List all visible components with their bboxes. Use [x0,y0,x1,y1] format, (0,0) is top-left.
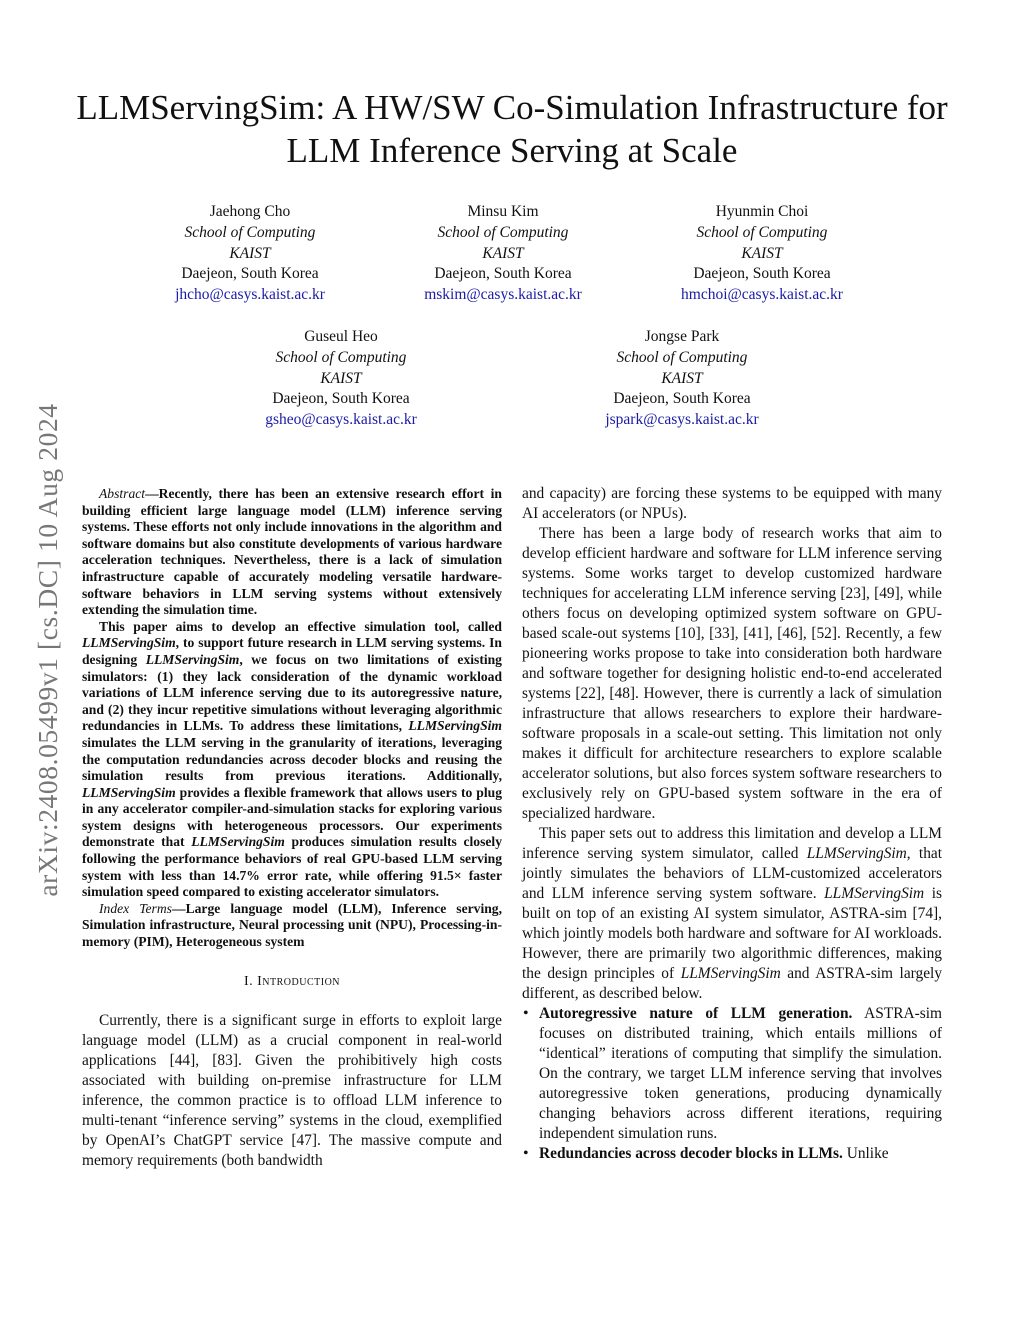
system-name: LLMServingSim [824,885,925,902]
author-email-link[interactable]: jspark@casys.kaist.ac.kr [605,411,759,429]
author-org: KAIST [320,369,362,387]
author-location: Daejeon, South Korea [693,265,831,283]
author-dept: School of Computing [437,223,569,241]
body-paragraph: Currently, there is a significant surge in efforts to exploit large language model (LLM) as a crucial component in real-world applications [44], [83]. Given the prohibitively high costs associated with building on-premise infrastructure for LLM inference, the common practice is to offload LLM inference to multi-tenant “inference serving” systems in the cloud, exemplified by OpenAI’s ChatGPT service [47]. The massive compute and memory requirements (both bandwidth [82,1011,502,1169]
system-name: LLMServingSim [191,834,285,850]
right-column [522,484,942,1164]
author-block [637,202,887,306]
author-dept: School of Computing [275,348,407,366]
index-terms: Index Terms—Large language model (LLM), Inference serving, Simulation infrastructure, Neural processing unit (NPU), Processing-in-memory (PIM), Heterogeneous system [82,900,502,950]
index-terms-label: Index Terms [99,900,172,916]
author-block [378,202,628,306]
abstract-paragraph [82,486,502,619]
system-name: LLMServingSim [145,651,240,667]
arxiv-identifier: arXiv:2408.05499v1 [cs.DC] 10 Aug 2024 [32,403,63,897]
author-name: Guseul Heo [304,328,378,345]
author-location: Daejeon, South Korea [434,265,572,283]
author-email-link[interactable]: jhcho@casys.kaist.ac.kr [175,286,325,304]
system-name: LLMServingSim [408,718,502,734]
author-block [557,327,807,431]
author-org: KAIST [482,244,524,262]
author-location: Daejeon, South Korea [613,390,751,408]
author-org: KAIST [741,244,783,262]
left-column [82,486,502,1171]
abstract [82,486,502,951]
author-dept: School of Computing [616,348,748,366]
bullet-list [522,1004,942,1164]
bullet-heading: Redundancies across decoder blocks in LLMs. [539,1145,843,1162]
system-name: LLMServingSim [82,784,176,800]
body-paragraph: This paper sets out to address this limitation and develop a LLM inference serving system simulator, called LLMServingSim, that jointly simulates the behaviors of LLM-customized accelerators and LLM inference serving system software. LLMServingSim is built on top of an existing AI system simulator, ASTRA-sim [74], which jointly models both hardware and software for AI workloads. However, there are primarily two algorithmic differences, making the design principles of LLMServingSim and ASTRA-sim largely different, as described below. [522,825,943,1002]
author-email-link[interactable]: mskim@casys.kaist.ac.kr [424,286,582,304]
abstract-label: Abstract [99,486,146,501]
abstract-paragraph: This paper aims to develop an effective simulation tool, called LLMServingSim, to support future research in LLM serving systems. In designing LLMServingSim, we focus on two limitations of existing simulators: (1) they lack consideration of the dynamic workload variations of LLM inference serving due to its autoregressive nature, and (2) they incur repetitive simulations without leveraging algorithmic redundancies in LLMs. To address these limitations, LLMServingSim simulates the LLM serving in the granularity of iterations, leveraging the computation redundancies across decoder blocks and reusing the simulation results from previous iterations. Additionally, LLMServingSim provides a flexible framework that allows users to plug in any accelerator compiler-and-simulation stacks for exploring various system designs with heterogeneous processors. Our experiments demonstrate that LLMServingSim produces simulation results closely following the performance behaviors of real GPU-based LLM serving system with less than 14.7% error rate, while offering 91.5× faster simulation speed compared to existing accelerator simulators. [82,618,502,900]
author-org: KAIST [229,244,271,262]
author-email-link[interactable]: gsheo@casys.kaist.ac.kr [265,411,417,429]
list-item: • Redundancies across decoder blocks in LLMs. Unlike [522,1144,942,1164]
author-name: Jaehong Cho [209,203,291,220]
system-name: LLMServingSim [82,635,176,651]
abstract-text: —Recently, there has been an extensive research effort in building efficient large language model (LLM) inference serving systems. These efforts not only include innovations in the algorithm and software domains but also constitute developments of various hardware acceleration techniques. Nevertheless, there is a lack of simulation infrastructure capable of accurately modeling versatile hardware-software behaviors in LLM serving systems without extensively extending the simulation time. [82,486,502,618]
author-email-link[interactable]: hmchoi@casys.kaist.ac.kr [681,286,843,304]
section-heading: I. Introduction [243,973,341,989]
author-block [216,327,466,431]
author-location: Daejeon, South Korea [272,390,410,408]
paper-title: LLMServingSim: A HW/SW Co-Simulation Infrastructure for LLM Inference Serving at Scale [76,88,948,170]
author-dept: School of Computing [184,223,316,241]
author-name: Minsu Kim [467,203,539,220]
system-name: LLMServingSim [806,845,907,862]
list-item: • Autoregressive nature of LLM generation. ASTRA-sim focuses on distributed training, which entails millions of “identical” iterations of computing that simplify the simulation. On the contrary, we target LLM inference serving that involves autoregressive token generations, producing dynamically changing behaviors across different iterations, requiring independent simulation runs. [522,1004,942,1144]
author-block [125,202,375,306]
body-paragraph: There has been a large body of research works that aim to develop efficient hardware and software for LLM inference serving systems. Some works target to develop customized hardware techniques for accelerating LLM inference serving [23], [49], while others focus on developing optimized system software on GPU-based scale-out systems [10], [33], [41], [46], [52]. Recently, a few pioneering works propose to take into consideration both hardware and software together for designing holistic end-to-end accelerated systems [22], [48]. However, there is currently a lack of simulation infrastructure that allows researchers to explore their hardware-software proposals in a scale-out setting. This limitation not only makes it difficult for architecture researchers to explore scalable accelerator solutions, but also forces system software researchers to exclusively rely on GPU-based system software in the era of specialized hardware. [522,525,942,822]
system-name: LLMServingSim [680,965,781,982]
bullet-heading: Autoregressive nature of LLM generation. [539,1005,853,1022]
body-paragraph: and capacity) are forcing these systems to be equipped with many AI accelerators (or NPUs). [522,485,942,522]
author-org: KAIST [661,369,703,387]
author-name: Hyunmin Choi [715,203,809,220]
author-dept: School of Computing [696,223,828,241]
author-name: Jongse Park [644,328,720,345]
author-location: Daejeon, South Korea [181,265,319,283]
